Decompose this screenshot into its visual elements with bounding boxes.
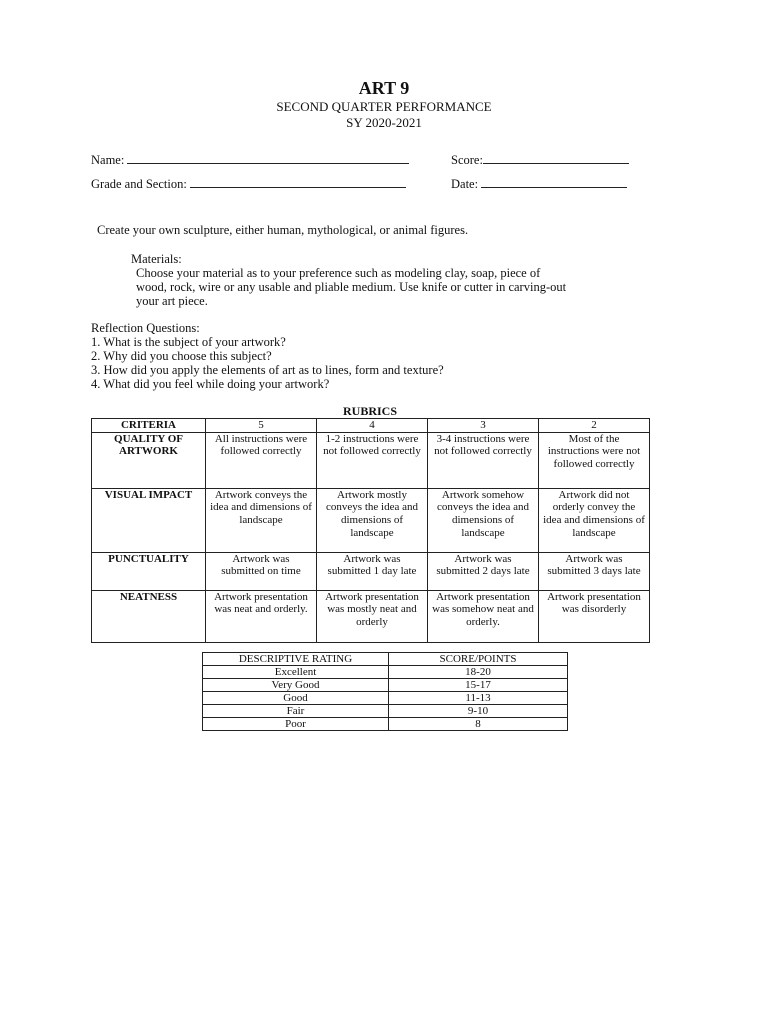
criteria-cell: NEATNESS bbox=[92, 590, 206, 642]
rating-table bbox=[202, 652, 568, 731]
rubric-cell: Artwork presentation was disorderly bbox=[539, 590, 650, 642]
table-row bbox=[92, 488, 650, 552]
reflection-label: Reflection Questions: bbox=[91, 321, 200, 335]
column-header: CRITERIA bbox=[92, 419, 206, 433]
points-cell: 11-13 bbox=[389, 692, 568, 705]
column-header: 2 bbox=[539, 419, 650, 433]
name-label: Name: bbox=[91, 153, 125, 167]
criteria-cell: VISUAL IMPACT bbox=[92, 488, 206, 552]
rating-cell: Very Good bbox=[203, 679, 389, 692]
score-field[interactable] bbox=[451, 152, 629, 168]
score-label: Score: bbox=[451, 153, 483, 167]
rubric-cell: Artwork was submitted 2 days late bbox=[428, 552, 539, 590]
table-row bbox=[203, 692, 568, 705]
rubric-cell: 3-4 instructions were not followed correctly bbox=[428, 432, 539, 488]
rubric-cell: Artwork was submitted 1 day late bbox=[317, 552, 428, 590]
table-row bbox=[92, 590, 650, 642]
rubric-cell: Artwork presentation was mostly neat and orderly bbox=[317, 590, 428, 642]
reflection-question: 4. What did you feel while doing your artwork? bbox=[91, 377, 330, 391]
criteria-cell: QUALITY OF ARTWORK bbox=[92, 432, 206, 488]
rubric-cell: Most of the instructions were not followed correctly bbox=[539, 432, 650, 488]
reflection-question: 1. What is the subject of your artwork? bbox=[91, 335, 286, 349]
materials-line: your art piece. bbox=[136, 294, 208, 308]
school-year: SY 2020-2021 bbox=[346, 115, 422, 130]
date-label: Date: bbox=[451, 177, 479, 191]
page-subtitle: SECOND QUARTER PERFORMANCE bbox=[276, 99, 492, 114]
rating-cell: Fair bbox=[203, 705, 389, 718]
table-row bbox=[203, 718, 568, 731]
rubrics-title: RUBRICS bbox=[342, 404, 397, 418]
column-header: 3 bbox=[428, 419, 539, 433]
grade-section-blank[interactable] bbox=[190, 176, 406, 188]
rubric-cell: 1-2 instructions were not followed correctly bbox=[317, 432, 428, 488]
date-field[interactable] bbox=[451, 176, 627, 192]
rubric-cell: All instructions were followed correctly bbox=[206, 432, 317, 488]
rubric-cell: Artwork conveys the idea and dimensions of landscape bbox=[206, 488, 317, 552]
materials-line: wood, rock, wire or any usable and pliable medium. Use knife or cutter in carving-out bbox=[136, 280, 567, 294]
reflection-question: 3. How did you apply the elements of art as to lines, form and texture? bbox=[91, 363, 444, 377]
table-row bbox=[203, 666, 568, 679]
rubric-cell: Artwork somehow conveys the idea and dimensions of landscape bbox=[428, 488, 539, 552]
grade-section-label: Grade and Section: bbox=[91, 177, 187, 191]
rating-cell: Poor bbox=[203, 718, 389, 731]
rubrics-header-row bbox=[92, 419, 650, 433]
table-row bbox=[92, 432, 650, 488]
table-row bbox=[203, 679, 568, 692]
instructions-text: Create your own sculpture, either human, mythological, or animal figures. bbox=[97, 223, 469, 237]
rubric-cell: Artwork presentation was neat and orderly. bbox=[206, 590, 317, 642]
materials-line: Choose your material as to your preference such as modeling clay, soap, piece of bbox=[136, 266, 541, 280]
column-header: DESCRIPTIVE RATING bbox=[203, 653, 389, 666]
points-cell: 18-20 bbox=[389, 666, 568, 679]
rubric-cell: Artwork was submitted on time bbox=[206, 552, 317, 590]
column-header: SCORE/POINTS bbox=[389, 653, 568, 666]
rating-cell: Good bbox=[203, 692, 389, 705]
rubrics-table bbox=[91, 418, 650, 643]
score-blank[interactable] bbox=[483, 152, 629, 164]
criteria-cell: PUNCTUALITY bbox=[92, 552, 206, 590]
table-row bbox=[92, 552, 650, 590]
rubric-cell: Artwork mostly conveys the idea and dimensions of landscape bbox=[317, 488, 428, 552]
points-cell: 9-10 bbox=[389, 705, 568, 718]
name-blank[interactable] bbox=[127, 152, 409, 164]
reflection-question: 2. Why did you choose this subject? bbox=[91, 349, 272, 363]
column-header: 5 bbox=[206, 419, 317, 433]
table-row bbox=[203, 705, 568, 718]
points-cell: 8 bbox=[389, 718, 568, 731]
name-field[interactable] bbox=[91, 152, 409, 168]
grade-section-field[interactable] bbox=[91, 176, 406, 192]
rubric-cell: Artwork did not orderly convey the idea and dimensions of landscape bbox=[539, 488, 650, 552]
rubric-cell: Artwork presentation was somehow neat and orderly. bbox=[428, 590, 539, 642]
rubric-cell: Artwork was submitted 3 days late bbox=[539, 552, 650, 590]
rating-cell: Excellent bbox=[203, 666, 389, 679]
rating-header-row bbox=[203, 653, 568, 666]
points-cell: 15-17 bbox=[389, 679, 568, 692]
materials-label: Materials: bbox=[131, 252, 182, 266]
page-title: ART 9 bbox=[358, 78, 410, 98]
date-blank[interactable] bbox=[481, 176, 627, 188]
column-header: 4 bbox=[317, 419, 428, 433]
